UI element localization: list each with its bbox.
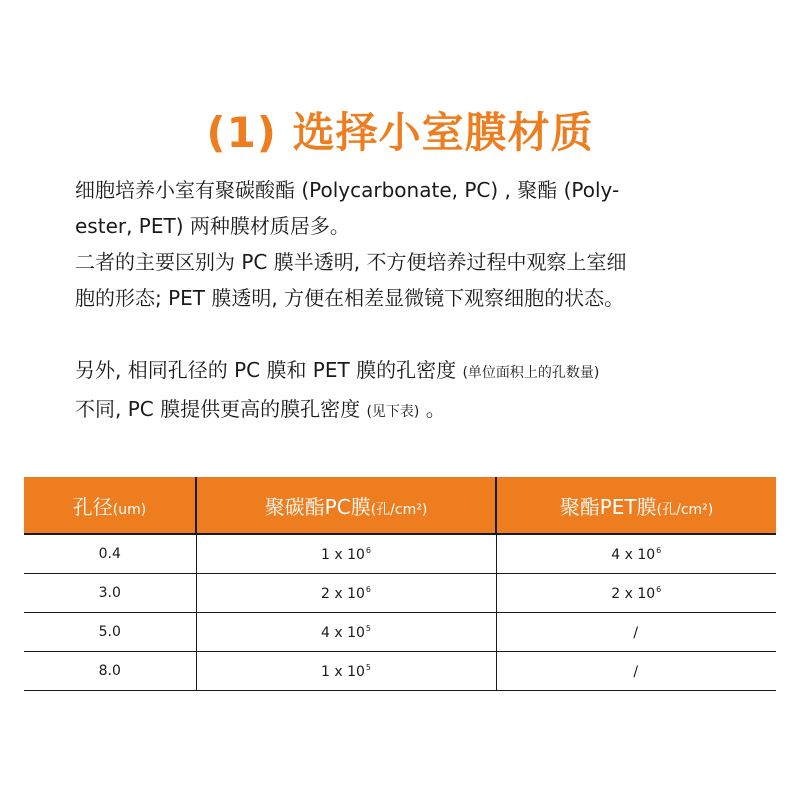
density-exponent: 6 [656, 545, 662, 555]
table-row [24, 534, 776, 574]
cell-pc-density [196, 652, 496, 691]
table-row [24, 613, 776, 652]
density-exponent: 6 [365, 545, 371, 555]
table-row [24, 574, 776, 613]
density-base: 1 x 10 [320, 546, 365, 563]
density-exponent: 6 [656, 584, 662, 594]
intro-line: 细胞培养小室有聚碳酸酯 (Polycarbonate, PC) , 聚酯 (Poly- [75, 178, 620, 202]
header-unit: (um) [112, 501, 147, 518]
density-note: (见下表) [366, 404, 420, 420]
density-line-text: 不同, PC 膜提供更高的膜孔密度 [75, 397, 361, 421]
density-note: (单位面积上的孔数量) [462, 365, 600, 381]
density-line [75, 391, 735, 430]
cell-pet-density [496, 613, 776, 652]
cell-pet-density [496, 574, 776, 613]
intro-line: 胞的形态; PET 膜透明, 方便在相差显微镜下观察细胞的状态。 [75, 286, 625, 310]
density-base: 1 x 10 [320, 663, 365, 680]
density-base: 4 x 10 [611, 546, 656, 563]
density-base: 2 x 10 [320, 585, 365, 602]
density-base: 4 x 10 [320, 624, 365, 641]
table-header-row [24, 477, 776, 534]
header-pore-size [24, 477, 196, 534]
density-base: / [633, 663, 639, 680]
density-exponent: 5 [365, 662, 371, 672]
header-unit: (孔/cm²) [370, 501, 428, 518]
density-line [75, 352, 735, 391]
header-pc-membrane [196, 477, 496, 534]
intro-line: 二者的主要区别为 PC 膜半透明, 不方便培养过程中观察上室细 [75, 250, 627, 274]
density-exponent: 5 [365, 623, 371, 633]
header-label: 孔径 [72, 494, 113, 519]
cell-pore-size: 3.0 [24, 574, 196, 613]
density-paragraph [75, 352, 735, 430]
cell-pet-density [496, 652, 776, 691]
cell-pc-density [196, 574, 496, 613]
header-label: 聚碳酯PC膜 [264, 494, 371, 519]
cell-pore-size: 0.4 [24, 534, 196, 574]
cell-pet-density [496, 534, 776, 574]
cell-pc-density [196, 534, 496, 574]
density-base: / [633, 624, 639, 641]
intro-line: ester, PET) 两种膜材质居多。 [75, 214, 350, 238]
page-title: (1) 选择小室膜材质 [206, 108, 594, 157]
density-line-end: 。 [425, 397, 446, 421]
cell-pore-size: 8.0 [24, 652, 196, 691]
density-exponent: 6 [365, 584, 371, 594]
header-unit: (孔/cm²) [656, 501, 714, 518]
intro-paragraph [75, 172, 735, 316]
cell-pore-size: 5.0 [24, 613, 196, 652]
cell-pc-density [196, 613, 496, 652]
header-label: 聚酯PET膜 [559, 494, 657, 519]
density-line-text: 另外, 相同孔径的 PC 膜和 PET 膜的孔密度 [75, 358, 457, 382]
table-row [24, 652, 776, 691]
density-base: 2 x 10 [611, 585, 656, 602]
header-pet-membrane [496, 477, 776, 534]
pore-density-table [24, 477, 776, 691]
